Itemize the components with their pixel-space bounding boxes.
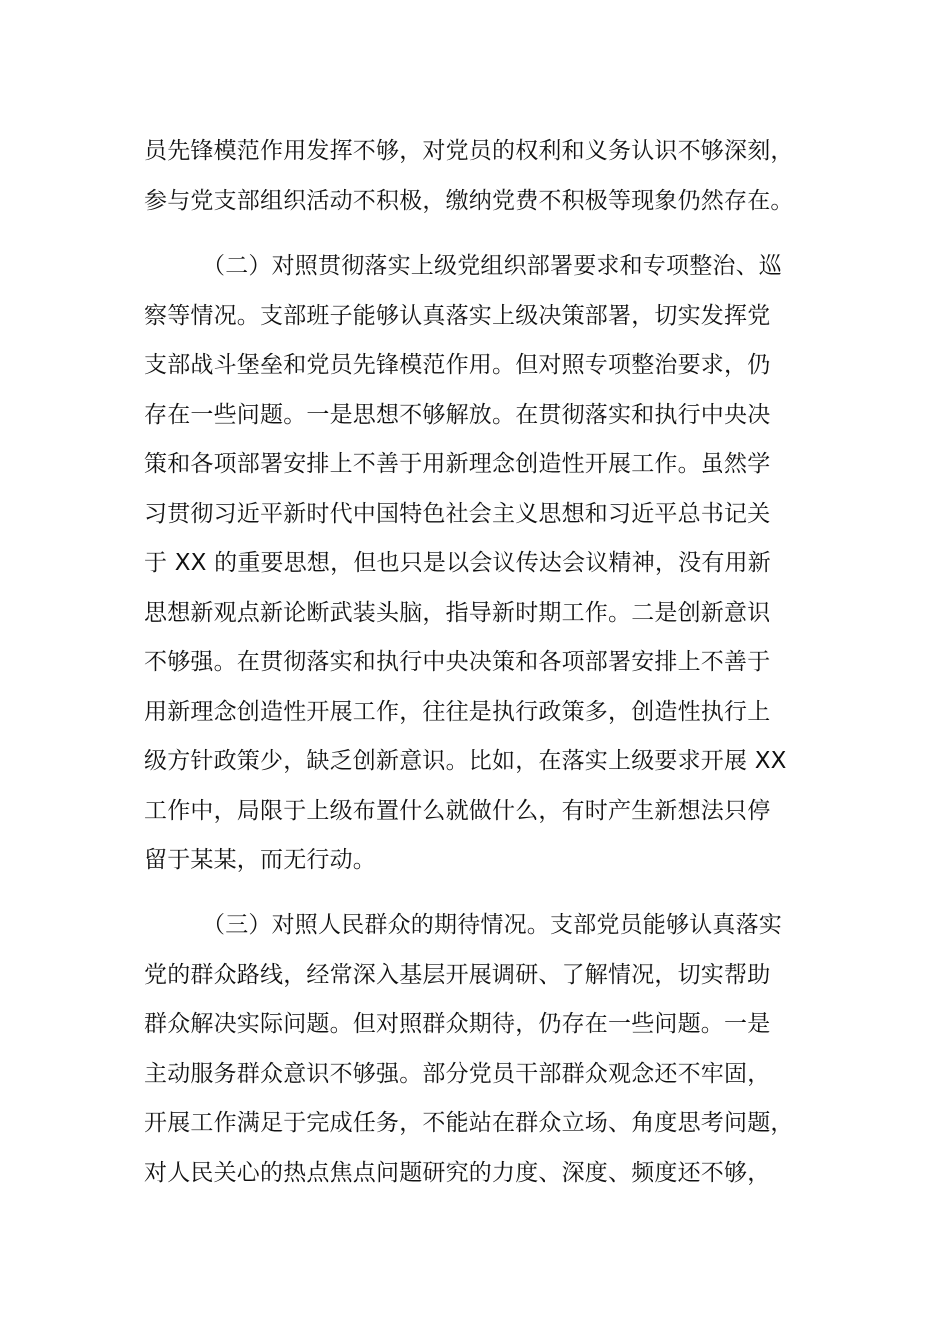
paragraph-line: 察等情况。支部班子能够认真落实上级决策部署，切实发挥党 (144, 302, 771, 329)
paragraph-line: 参与党支部组织活动不积极，缴纳党费不积极等现象仍然存在。 (144, 187, 794, 214)
paragraph-line: 群众解决实际问题。但对照群众期待，仍存在一些问题。一是 (144, 1011, 771, 1037)
paragraph-line: 开展工作满足于完成任务，不能站在群众立场、角度思考问题， (144, 1110, 794, 1136)
paragraph-line: 于 XX 的重要思想，但也只是以会议传达会议精神，没有用新 (144, 550, 771, 576)
paragraph-line: 员先锋模范作用发挥不够，对党员的权利和义务认识不够深刻， (144, 138, 794, 164)
paragraph-line: 策和各项部署安排上不善于用新理念创造性开展工作。虽然学 (144, 451, 771, 477)
paragraph-line: 支部战斗堡垒和党员先锋模范作用。但对照专项整治要求，仍 (144, 352, 771, 378)
paragraph-line: 党的群众路线，经常深入基层开展调研、了解情况，切实帮助 (144, 961, 771, 988)
paragraph-line: 思想新观点新论断武装头脑，指导新时期工作。二是创新意识 (144, 599, 771, 626)
paragraph-line: 级方针政策少，缺乏创新意识。比如，在落实上级要求开展 XX (144, 748, 787, 774)
paragraph-line: 习贯彻习近平新时代中国特色社会主义思想和习近平总书记关 (144, 500, 771, 527)
paragraph-line: 留于某某，而无行动。 (144, 847, 376, 873)
paragraph-line: 用新理念创造性开展工作，往往是执行政策多，创造性执行上 (144, 698, 771, 725)
paragraph-line: 对人民关心的热点焦点问题研究的力度、深度、频度还不够， (144, 1159, 771, 1186)
paragraph-line: 存在一些问题。一是思想不够解放。在贯彻落实和执行中央决 (144, 401, 771, 428)
paragraph-3 (144, 901, 824, 1198)
paragraph-line: 主动服务群众意识不够强。部分党员干部群众观念还不牢固， (144, 1060, 771, 1087)
paragraph-2 (144, 242, 824, 886)
paragraph-1 (144, 127, 824, 226)
paragraph-line: 不够强。在贯彻落实和执行中央决策和各项部署安排上不善于 (144, 649, 771, 675)
paragraph-line: 工作中，局限于上级布置什么就做什么，有时产生新想法只停 (144, 797, 771, 824)
paragraph-line: （二）对照贯彻落实上级党组织部署要求和专项整治、巡 (202, 253, 782, 279)
paragraph-line: （三）对照人民群众的期待情况。支部党员能够认真落实 (202, 912, 782, 938)
